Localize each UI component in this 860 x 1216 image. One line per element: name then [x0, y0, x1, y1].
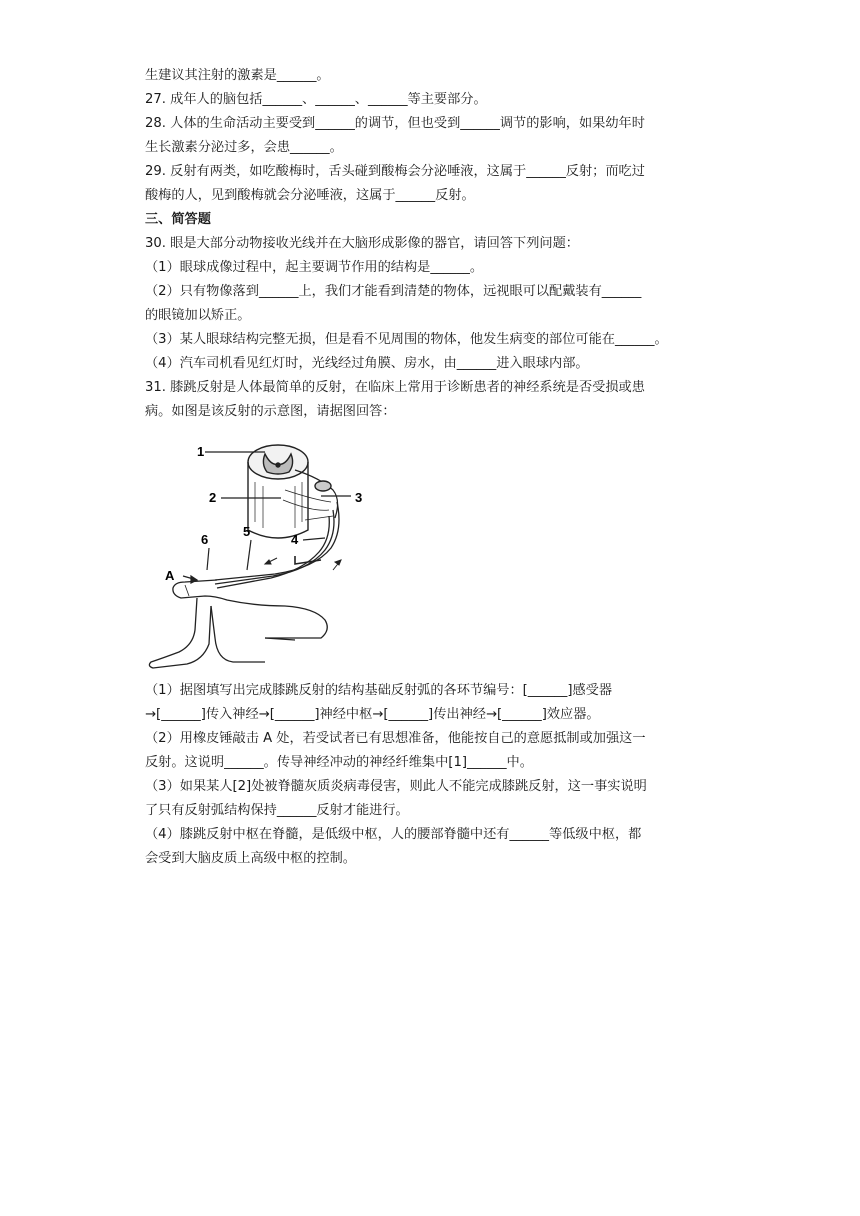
text-line: 病。如图是该反射的示意图，请据图回答：	[145, 404, 396, 419]
document-content	[145, 64, 720, 871]
question-31-part-4: （4）膝跳反射中枢在脊髓，是低级中枢，人的腰部脊髓中还有______等低级中枢，都	[145, 827, 642, 842]
text-line: 的眼镜加以矫正。	[145, 308, 251, 323]
knee-jerk-reflex-figure	[145, 430, 385, 675]
question-30-part-3: （3）某人眼球结构完整无损，但是看不见周围的物体，他发生病变的部位可能在______。	[145, 332, 668, 347]
question-31-part-1: （1）据图填写出完成膝跳反射的结构基础反射弧的各环节编号：[______]感受器	[145, 683, 613, 698]
label-4: 4	[291, 532, 299, 547]
text-line: 了只有反射弧结构保持______反射才能进行。	[145, 803, 409, 818]
text-line: 会受到大脑皮质上高级中枢的控制。	[145, 851, 356, 866]
question-28: 28. 人体的生命活动主要受到______的调节，但也受到______调节的影响，如果幼年时	[145, 116, 645, 131]
question-31-part-3: （3）如果某人[2]处被脊髓灰质炎病毒侵害，则此人不能完成膝跳反射，这一事实说明	[145, 779, 647, 794]
question-30-part-4: （4）汽车司机看见红灯时，光线经过角膜、房水，由______进入眼球内部。	[145, 356, 589, 371]
label-2: 2	[209, 490, 217, 505]
spinal-cord-drawing	[248, 445, 338, 538]
text-line: 酸梅的人，见到酸梅就会分泌唾液，这属于______反射。	[145, 188, 475, 203]
label-1: 1	[197, 444, 205, 459]
text-line: 生建议其注射的激素是______。	[145, 68, 330, 83]
nerve-fibers	[215, 502, 339, 588]
question-30-part-2: （2）只有物像落到______上，我们才能看到清楚的物体，远视眼可以配戴装有______	[145, 284, 642, 299]
leg-drawing	[149, 580, 327, 668]
label-3: 3	[355, 490, 363, 505]
text-line: 反射。这说明______。传导神经冲动的神经纤维集中[1]______中。	[145, 755, 533, 770]
text-line: 生长激素分泌过多，会患______。	[145, 140, 343, 155]
label-6: 6	[201, 532, 209, 547]
question-30-part-1: （1）眼球成像过程中，起主要调节作用的结构是______。	[145, 260, 484, 275]
label-a: A	[165, 568, 175, 583]
label-5: 5	[243, 524, 251, 539]
question-29: 29. 反射有两类，如吃酸梅时，舌头碰到酸梅会分泌唾液，这属于______反射；而吃过	[145, 164, 645, 179]
question-27: 27. 成年人的脑包括______、______、______等主要部分。	[145, 92, 487, 107]
question-30: 30. 眼是大部分动物接收光线并在大脑形成影像的器官，请回答下列问题：	[145, 236, 579, 251]
section-title: 三、简答题	[145, 212, 211, 227]
question-31: 31. 膝跳反射是人体最简单的反射，在临床上常用于诊断患者的神经系统是否受损或患	[145, 380, 645, 395]
reflex-diagram	[145, 430, 385, 675]
text-line: →[______]传入神经→[______]神经中枢→[______]传出神经→[______]效应器。	[145, 707, 600, 722]
question-31-part-2: （2）用橡皮锤敲击 A 处，若受试者已有思想准备，他能按自己的意愿抵制或加强这一	[145, 731, 646, 746]
impulse-arrows	[265, 558, 341, 570]
